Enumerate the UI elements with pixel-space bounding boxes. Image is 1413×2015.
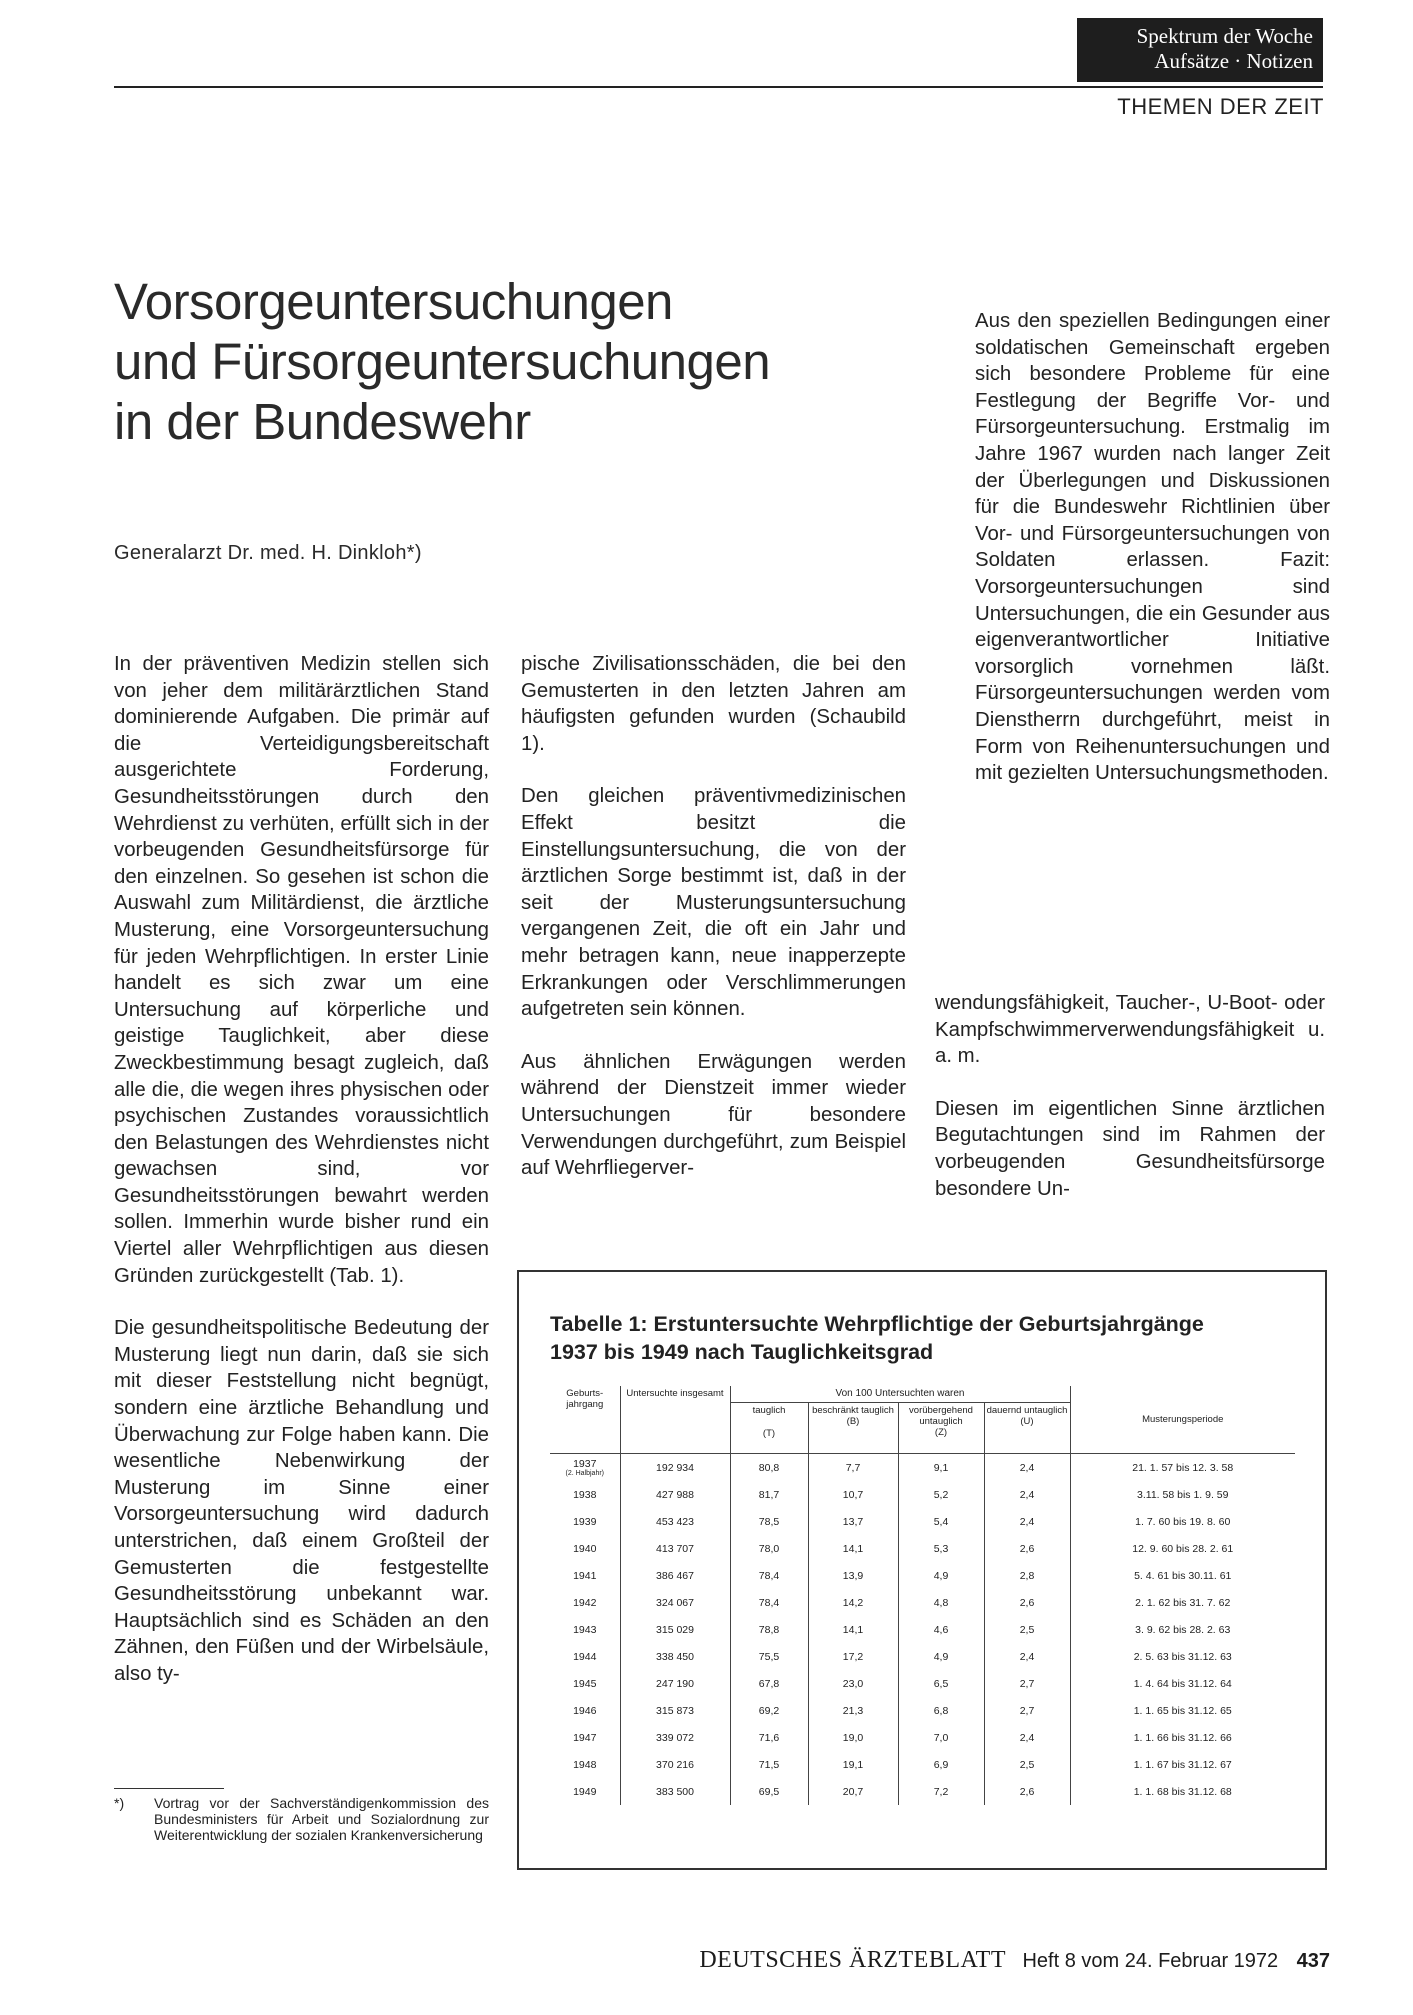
cell-total: 383 500	[620, 1778, 730, 1805]
year-value: 1940	[573, 1542, 597, 1555]
header-t-label: tauglich	[752, 1405, 786, 1416]
cell-t: 78,4	[730, 1589, 808, 1616]
table-row	[550, 1697, 1295, 1724]
cell-b: 23,0	[808, 1670, 898, 1697]
section-label-line2: Aufsätze · Notizen	[1154, 49, 1313, 73]
year-value: 1945	[573, 1677, 597, 1690]
table-row	[550, 1670, 1295, 1697]
year-value: 1944	[573, 1650, 597, 1663]
cell-b: 14,1	[808, 1616, 898, 1643]
text-column-3-top	[975, 308, 1330, 787]
table-row	[550, 1616, 1295, 1643]
footnote-text: Vortrag vor der Sachverständigenkommission des Bundesministers für Arbeit und Sozialordnung zur Weiterentwicklung der sozialen Krankenversicherung	[154, 1795, 489, 1843]
cell-year	[550, 1751, 620, 1778]
cell-total: 338 450	[620, 1643, 730, 1670]
cell-u: 2,7	[984, 1670, 1070, 1697]
cell-z: 6,9	[898, 1751, 984, 1778]
cell-b: 13,9	[808, 1562, 898, 1589]
cell-b: 17,2	[808, 1643, 898, 1670]
cell-t: 67,8	[730, 1670, 808, 1697]
cell-year	[550, 1535, 620, 1562]
paragraph: Den gleichen präventivmedizinischen Effekt besitzt die Einstellungsuntersuchung, die von der ärztlichen Sorge bestimmt ist, daß in der seit der Musterungsuntersuchung vergangenen Zeit, die oft ein Jahr und mehr betragen kann, neue inapperzepte Erkrankungen oder Verschlimmerungen aufgetreten sein können.	[521, 785, 906, 1021]
header-year: Geburts-jahrgang	[550, 1386, 620, 1454]
cell-period: 21. 1. 57 bis 12. 3. 58	[1132, 1461, 1234, 1474]
cell-year	[550, 1589, 620, 1616]
text-column-2	[521, 651, 906, 1182]
cell-b: 10,7	[808, 1481, 898, 1508]
cell-t: 75,5	[730, 1643, 808, 1670]
cell-b: 21,3	[808, 1697, 898, 1724]
cell-z: 5,2	[898, 1481, 984, 1508]
year-value: 1946	[573, 1704, 597, 1717]
table-row	[550, 1589, 1295, 1616]
author: Generalarzt Dr. med. H. Dinkloh*)	[114, 542, 422, 564]
cell-z: 4,6	[898, 1616, 984, 1643]
table-row	[550, 1454, 1295, 1482]
cell-year	[550, 1643, 620, 1670]
cell-total: 427 988	[620, 1481, 730, 1508]
cell-total: 247 190	[620, 1670, 730, 1697]
cell-b: 20,7	[808, 1778, 898, 1805]
cell-period: 1. 1. 68 bis 31.12. 68	[1133, 1785, 1232, 1798]
title-line: und Fürsorgeuntersuchungen	[114, 333, 771, 390]
table-row	[550, 1643, 1295, 1670]
cell-t: 81,7	[730, 1481, 808, 1508]
cell-total: 386 467	[620, 1562, 730, 1589]
cell-u: 2,4	[984, 1643, 1070, 1670]
cell-u: 2,4	[984, 1454, 1070, 1482]
table-title-line: Tabelle 1: Erstuntersuchte Wehrpflichtige der Geburtsjahrgänge	[550, 1312, 1204, 1336]
cell-year	[550, 1481, 620, 1508]
cell-t: 69,2	[730, 1697, 808, 1724]
table-row	[550, 1751, 1295, 1778]
cell-z: 5,3	[898, 1535, 984, 1562]
cell-z: 6,8	[898, 1697, 984, 1724]
header-t	[730, 1403, 808, 1454]
cell-period: 1. 1. 66 bis 31.12. 66	[1133, 1731, 1232, 1744]
cell-t: 71,6	[730, 1724, 808, 1751]
paragraph: Diesen im eigentlichen Sinne ärztlichen Begutachtungen sind im Rahmen der vorbeugenden Gesundheitsfürsorge besondere Un-	[935, 1097, 1325, 1200]
cell-total: 370 216	[620, 1751, 730, 1778]
year-value: 1942	[573, 1596, 597, 1609]
footnote-rule	[114, 1788, 224, 1789]
table-row	[550, 1508, 1295, 1535]
cell-b: 14,1	[808, 1535, 898, 1562]
cell-total: 315 873	[620, 1697, 730, 1724]
title-line: in der Bundeswehr	[114, 393, 531, 450]
cell-period: 1. 4. 64 bis 31.12. 64	[1133, 1677, 1232, 1690]
table-row	[550, 1481, 1295, 1508]
cell-u: 2,4	[984, 1724, 1070, 1751]
cell-year	[550, 1562, 620, 1589]
year-value: 1948	[573, 1758, 597, 1771]
cell-period: 1. 1. 67 bis 31.12. 67	[1133, 1758, 1232, 1771]
header-b-code: (B)	[846, 1416, 860, 1427]
year-value: 1949	[573, 1785, 597, 1798]
data-table	[550, 1386, 1295, 1805]
table-row	[550, 1562, 1295, 1589]
cell-z: 7,2	[898, 1778, 984, 1805]
year-value: 1947	[573, 1731, 597, 1744]
cell-b: 19,0	[808, 1724, 898, 1751]
cell-t: 71,5	[730, 1751, 808, 1778]
title-line: Vorsorgeuntersuchungen	[114, 273, 673, 330]
cell-u: 2,8	[984, 1562, 1070, 1589]
cell-year	[550, 1670, 620, 1697]
cell-period: 3.11. 58 bis 1. 9. 59	[1137, 1488, 1229, 1501]
rubric: THEMEN DER ZEIT	[1117, 94, 1324, 119]
paragraph: Aus ähnlichen Erwägungen werden während der Dienstzeit immer wieder Untersuchungen für besondere Verwendungen durchgeführt, zum Beispiel auf Wehrfliegerver-	[521, 1050, 906, 1180]
cell-u: 2,5	[984, 1616, 1070, 1643]
header-u-label: dauernd untauglich	[986, 1405, 1068, 1416]
footnote	[114, 1795, 489, 1843]
table-title	[550, 1310, 1290, 1366]
cell-period: 5. 4. 61 bis 30.11. 61	[1134, 1569, 1232, 1582]
cell-year	[550, 1454, 620, 1482]
cell-u: 2,4	[984, 1508, 1070, 1535]
header-group: Von 100 Untersuchten waren	[730, 1386, 1070, 1403]
cell-total: 324 067	[620, 1589, 730, 1616]
header-z-code: (Z)	[934, 1427, 948, 1438]
cell-total: 413 707	[620, 1535, 730, 1562]
cell-z: 9,1	[898, 1454, 984, 1482]
cell-year	[550, 1508, 620, 1535]
cell-u: 2,6	[984, 1535, 1070, 1562]
cell-z: 5,4	[898, 1508, 984, 1535]
section-label	[1077, 18, 1323, 82]
cell-b: 19,1	[808, 1751, 898, 1778]
table-row	[550, 1724, 1295, 1751]
table-row	[550, 1778, 1295, 1805]
cell-year	[550, 1616, 620, 1643]
header-rule	[114, 86, 1323, 88]
cell-t: 78,8	[730, 1616, 808, 1643]
cell-z: 7,0	[898, 1724, 984, 1751]
cell-total: 453 423	[620, 1508, 730, 1535]
cell-t: 78,0	[730, 1535, 808, 1562]
cell-b: 14,2	[808, 1589, 898, 1616]
paragraph: pische Zivilisationsschäden, die bei den Gemusterten in den letzten Jahren am häufigsten gefunden wurden (Schaubild 1).	[521, 653, 906, 755]
year-value: 1939	[573, 1515, 597, 1528]
cell-z: 4,9	[898, 1562, 984, 1589]
cell-total: 315 029	[620, 1616, 730, 1643]
year-value: 1943	[573, 1623, 597, 1636]
cell-t: 80,8	[730, 1454, 808, 1482]
page-footer	[560, 1947, 1330, 1974]
table-title-line: 1937 bis 1949 nach Tauglichkeitsgrad	[550, 1340, 934, 1364]
header-b	[808, 1403, 898, 1454]
cell-period: 3. 9. 62 bis 28. 2. 63	[1135, 1623, 1231, 1636]
paragraph: wendungsfähigkeit, Taucher-, U-Boot- oder Kampfschwimmerverwendungsfähigkeit u. a. m.	[935, 992, 1325, 1068]
table-row	[550, 1535, 1295, 1562]
page-number: 437	[1296, 1950, 1330, 1972]
paragraph: In der präventiven Medizin stellen sich von jeher dem militärärztlichen Stand dominierende Aufgaben. Die primär auf die Verteidigungsbereitschaft ausgerichtete Forderung, Gesundheitsstörungen durch den Wehrdienst zu verhüten, erfüllt sich in der vorbeugenden Gesundheitsfürsorge für den einzelnen. So gesehen ist schon die Auswahl zum Militärdienst, die ärztliche Musterung, eine Vorsorgeuntersuchung für jeden Wehrpflichtigen. In erster Linie handelt es sich zwar um eine Untersuchung auf körperliche und geistige Tauglichkeit, aber diese Zweckbestimmung besagt zugleich, daß alle die, die wegen ihres physischen oder psychischen Zustandes voraussichtlich den Belastungen des Wehrdienstes nicht gewachsen sind, vor Gesundheitsstörungen bewahrt werden sollen. Immerhin wurde bisher rund ein Viertel aller Wehrpflichtigen aus diesen Gründen zurückgestellt (Tab. 1).	[114, 653, 489, 1287]
cell-period: 1. 7. 60 bis 19. 8. 60	[1135, 1515, 1231, 1528]
cell-z: 4,8	[898, 1589, 984, 1616]
cell-u: 2,6	[984, 1589, 1070, 1616]
year-value: 1937	[573, 1458, 597, 1470]
header-u-code: (U)	[1020, 1416, 1034, 1427]
text-column-3-bottom	[935, 990, 1325, 1202]
cell-period: 12. 9. 60 bis 28. 2. 61	[1132, 1542, 1234, 1555]
cell-u: 2,6	[984, 1778, 1070, 1805]
section-label-line1: Spektrum der Woche	[1136, 24, 1313, 48]
article-title	[114, 272, 934, 452]
cell-year	[550, 1778, 620, 1805]
cell-total: 339 072	[620, 1724, 730, 1751]
header-t-code: (T)	[762, 1428, 776, 1439]
cell-year	[550, 1724, 620, 1751]
header-u	[984, 1403, 1070, 1454]
journal-name: DEUTSCHES ÄRZTEBLATT	[699, 1947, 1007, 1973]
cell-b: 7,7	[808, 1454, 898, 1482]
cell-b: 13,7	[808, 1508, 898, 1535]
year-value: 1938	[573, 1488, 597, 1501]
cell-year	[550, 1697, 620, 1724]
cell-period: 2. 1. 62 bis 31. 7. 62	[1135, 1596, 1231, 1609]
paragraph: Die gesundheitspolitische Bedeutung der Musterung liegt nun darin, daß sie sich mit dieser Feststellung nicht begnügt, sondern eine ärztliche Behandlung und Überwachung zur Folge haben kann. Die wesentliche Nebenwirkung der Musterung im Sinne einer Vorsorgeuntersuchung wird dadurch unterstrichen, daß einem Großteil der Gemusterten die festgestellte Gesundheitsstörung unbekannt war. Hauptsächlich sind es Schäden an den Zähnen, den Füßen und der Wirbelsäule, also ty-	[114, 1317, 489, 1685]
table-body	[550, 1454, 1295, 1806]
cell-t: 78,5	[730, 1508, 808, 1535]
header-total: Untersuchte insgesamt	[620, 1386, 730, 1454]
header-z	[898, 1403, 984, 1454]
cell-period: 2. 5. 63 bis 31.12. 63	[1133, 1650, 1232, 1663]
year-note: (2. Halbjahr)	[565, 1470, 604, 1477]
text-column-1	[114, 651, 489, 1688]
cell-u: 2,7	[984, 1697, 1070, 1724]
header-b-label: beschränkt tauglich	[812, 1405, 894, 1416]
cell-t: 69,5	[730, 1778, 808, 1805]
cell-total: 192 934	[620, 1454, 730, 1482]
header-z-label: vorübergehend untauglich	[909, 1405, 973, 1427]
cell-z: 4,9	[898, 1643, 984, 1670]
header-period: Musterungsperiode	[1070, 1386, 1295, 1454]
cell-u: 2,5	[984, 1751, 1070, 1778]
footnote-mark: *)	[114, 1795, 125, 1811]
cell-period: 1. 1. 65 bis 31.12. 65	[1133, 1704, 1232, 1717]
year-value: 1941	[573, 1569, 597, 1582]
paragraph: Aus den speziellen Bedingungen einer soldatischen Gemeinschaft ergeben sich besondere Probleme für eine Festlegung der Begriffe Vor- und Fürsorgeuntersuchung. Erstmalig im Jahre 1967 wurden nach langer Zeit der Überlegungen und Diskussionen für die Bundeswehr Richtlinien über Vor- und Fürsorgeuntersuchungen von Soldaten erlassen. Fazit: Vorsorgeuntersuchungen sind Untersuchungen, die ein Gesunder aus eigenverantwortlicher Initiative vorsorglich vornehmen läßt. Fürsorgeuntersuchungen werden vom Dienstherrn durchgeführt, meist in Form von Reihenuntersuchungen und mit gezielten Untersuchungsmethoden.	[975, 310, 1330, 785]
cell-t: 78,4	[730, 1562, 808, 1589]
cell-z: 6,5	[898, 1670, 984, 1697]
cell-u: 2,4	[984, 1481, 1070, 1508]
issue-info: Heft 8 vom 24. Februar 1972	[1022, 1950, 1279, 1972]
